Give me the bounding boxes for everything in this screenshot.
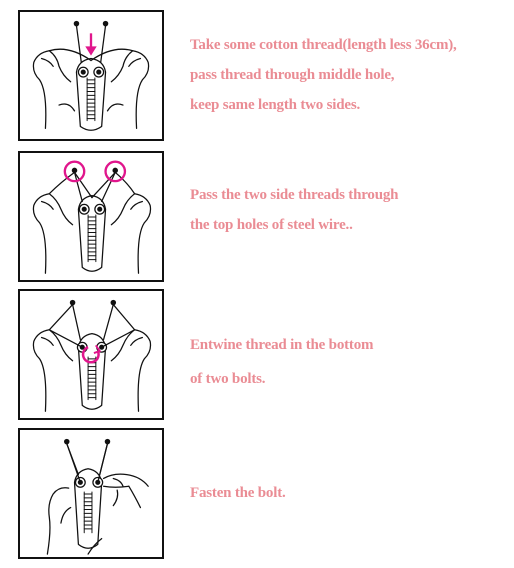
step-3-line-2: of two bolts. <box>190 371 266 387</box>
step-1-illustration <box>18 10 164 141</box>
step-4-instructions <box>190 478 510 508</box>
step-1-line-1: Take some cotton thread(length less 36cm), <box>190 37 457 53</box>
step-2-illustration <box>18 151 164 282</box>
step-1-instructions <box>190 30 510 120</box>
step-1-line-2: pass thread through middle hole, <box>190 67 395 83</box>
step-4-line-1: Fasten the bolt. <box>190 485 286 501</box>
hands-threading-epilator-middle-hole-icon <box>20 12 162 139</box>
step-2-instructions <box>190 180 510 240</box>
step-3-line-1: Entwine thread in the bottom <box>190 337 374 353</box>
step-4-illustration <box>18 428 164 559</box>
hands-fastening-bolt-icon <box>20 430 162 557</box>
step-1-line-3: keep same length two sides. <box>190 97 361 113</box>
hands-threading-top-holes-icon <box>20 153 162 280</box>
step-3-instructions <box>190 328 510 396</box>
hands-entwining-thread-on-bolts-icon <box>20 291 162 418</box>
step-2-line-2: the top holes of steel wire.. <box>190 217 353 233</box>
step-3-illustration <box>18 289 164 420</box>
step-2-line-1: Pass the two side threads through <box>190 187 399 203</box>
